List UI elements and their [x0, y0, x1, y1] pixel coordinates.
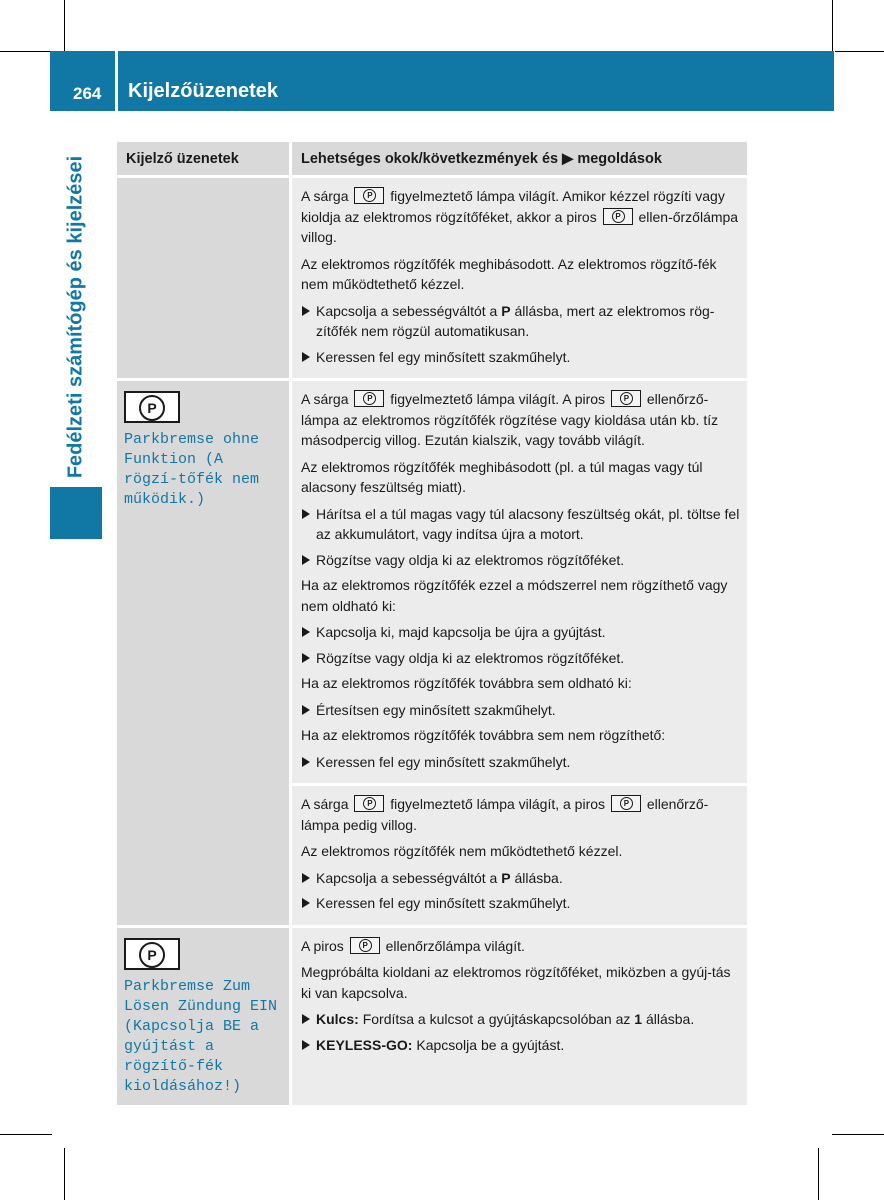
paragraph: Az elektromos rögzítőfék meghibásodott (pl. a túl magas vagy túl alacsony feszültség miatt). [301, 458, 703, 495]
paragraph [301, 186, 741, 248]
text-bold: Kulcs: [316, 1011, 359, 1027]
bullet-item: Keressen fel egy minősített szakműhelyt. [301, 893, 741, 914]
paragraph: Ha az elektromos rögzítőfék ezzel a módszerrel nem rögzíthető vagy nem oldható ki: [301, 577, 728, 614]
text: Kapcsolja a sebességváltót a [316, 302, 498, 319]
gear-position: P [501, 869, 511, 886]
page-number: 264 [73, 84, 102, 103]
parking-brake-icon [611, 390, 641, 407]
paragraph: Ha az elektromos rögzítőfék továbbra sem nem rögzíthető: [301, 727, 666, 743]
crop-mark [832, 1134, 884, 1135]
ignition-position: 1 [634, 1011, 643, 1027]
text: Fordítsa a kulcsot a gyújtáskapcsolóban az [362, 1011, 631, 1027]
message-table [117, 142, 747, 1105]
text: figyelmeztető lámpa világít. Amikor kézzel rögzíti vagy kioldja az elektromos rögzítőféket, akkor a piros [301, 188, 725, 225]
text: állásba. [514, 869, 563, 886]
text: A sárga [301, 391, 349, 407]
text: A sárga [301, 188, 349, 204]
paragraph [301, 389, 741, 451]
table-header-row [117, 142, 747, 175]
paragraph: Ha az elektromos rögzítőfék továbbra sem oldható ki: [301, 675, 632, 691]
parking-brake-icon [611, 795, 641, 812]
parking-brake-icon [124, 938, 180, 970]
column-header-messages: Kijelző üzenetek [117, 142, 292, 175]
text: A sárga [301, 796, 349, 812]
parking-brake-icon [354, 187, 384, 204]
parking-brake-icon [603, 208, 633, 225]
bullet-item: Rögzítse vagy oldja ki az elektromos rögzítőféket. [301, 550, 741, 571]
solution-cell [292, 175, 747, 378]
bullet-item: Kapcsolja ki, majd kapcsolja be újra a gyújtást. [301, 622, 741, 643]
parking-brake-icon [354, 390, 384, 407]
crop-mark [64, 0, 65, 52]
display-message: Parkbremse Zum Lösen Zündung EIN (Kapcsolja BE a gyújtást a rögzítő-fék kioldásához!) [124, 977, 278, 1095]
bullet-item [301, 301, 741, 342]
header-divider [115, 51, 118, 111]
bullet-item: Hárítsa el a túl magas vagy túl alacsony feszültség okát, pl. töltse fel az akkumulátort, vagy indítsa újra a motort. [301, 504, 741, 545]
text: ellen-őrzőlámpa villog. [301, 208, 739, 245]
text: figyelmeztető lámpa világít, a piros [390, 796, 606, 812]
crop-mark [0, 51, 52, 52]
bullet-item: Értesítsen egy minősített szakműhelyt. [301, 700, 741, 721]
text: Kapcsolja be a gyújtást. [416, 1036, 565, 1053]
message-cell [117, 378, 292, 925]
message-cell [117, 175, 292, 378]
text: állásba. [645, 1011, 695, 1027]
bullet-item: Keressen fel egy minősített szakműhelyt. [301, 347, 741, 368]
display-message: Parkbremse ohne Funktion (A rögzí-tőfék nem működik.) [124, 431, 260, 508]
parking-brake-icon [354, 795, 384, 812]
parking-brake-icon [350, 937, 380, 954]
text: Kapcsolja a sebességváltót a [316, 869, 498, 886]
paragraph: Az elektromos rögzítőfék meghibásodott. Az elektromos rögzítő-fék nem működtethető kézzel. [301, 255, 717, 292]
table-row [117, 175, 747, 378]
text: A piros [301, 937, 344, 954]
text: figyelmeztető lámpa világít. A piros [390, 391, 606, 407]
paragraph: Az elektromos rögzítőfék nem működtethető kézzel. [301, 843, 623, 859]
crop-mark [818, 1148, 819, 1200]
crop-mark [0, 1134, 52, 1135]
crop-mark [64, 1148, 65, 1200]
table-row [117, 925, 747, 1105]
bullet-item [301, 1009, 741, 1030]
gear-position: P [501, 302, 511, 319]
side-section-title: Fedélzeti számítógép és kijelzései [64, 155, 87, 479]
bullet-item: Rögzítse vagy oldja ki az elektromos rögzítőféket. [301, 648, 741, 669]
side-tab-marker [50, 487, 102, 539]
column-header-causes: Lehetséges okok/következmények és ▶ megoldások [292, 142, 747, 175]
message-cell [117, 925, 292, 1105]
crop-mark [832, 0, 833, 52]
text: ellenőrző-lámpa pedig villog. [301, 796, 709, 833]
page-title: Kijelzőüzenetek [128, 80, 279, 102]
solution-cell [292, 378, 747, 783]
paragraph [301, 936, 741, 957]
solution-cell [292, 783, 747, 925]
solution-cell [292, 925, 747, 1105]
bullet-item [301, 868, 741, 889]
text-bold: KEYLESS-GO: [316, 1036, 413, 1053]
bullet-item: Keressen fel egy minősített szakműhelyt. [301, 752, 741, 773]
text: ellenőrző-lámpa az elektromos rögzítőfék rögzítése vagy kioldása után kb. tíz másodpercig villog. Ezután kialszik, vagy tovább világít. [301, 391, 719, 448]
paragraph: Megpróbálta kioldani az elektromos rögzítőféket, miközben a gyúj-tás ki van kapcsolva. [301, 964, 731, 1001]
crop-mark [835, 51, 884, 52]
parking-brake-icon [124, 391, 180, 423]
bullet-item [301, 1035, 741, 1056]
paragraph [301, 794, 741, 835]
table-row [117, 378, 747, 783]
text: állásba, mert az elektromos rög-zítőfék nem rögzül automatikusan. [316, 302, 715, 339]
text: ellenőrzőlámpa világít. [385, 937, 525, 954]
